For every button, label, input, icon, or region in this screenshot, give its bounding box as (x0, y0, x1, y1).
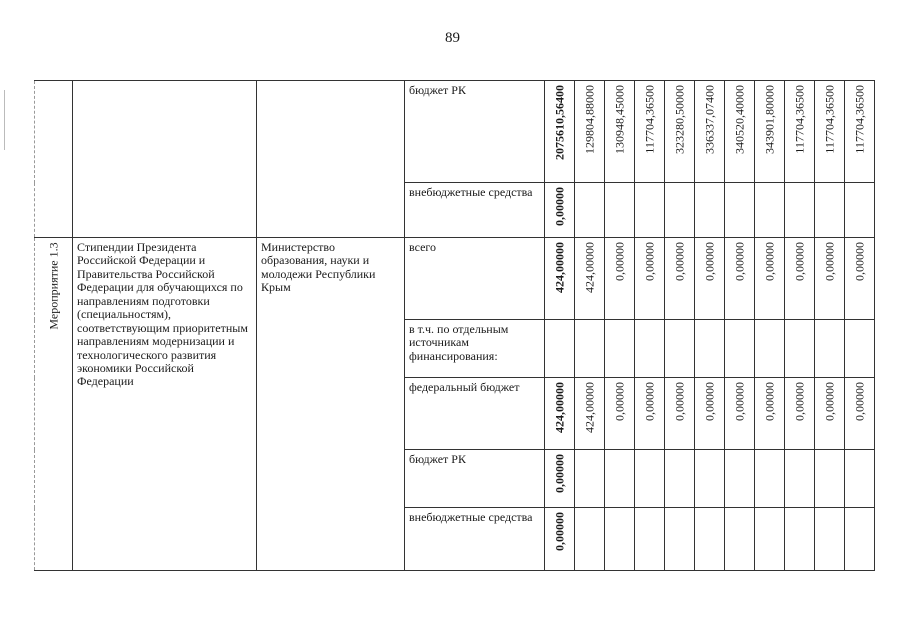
value-cell (635, 81, 665, 183)
value-cell (575, 320, 605, 378)
source-cell (405, 450, 545, 508)
source-cell (405, 238, 545, 320)
value-text: 0,00000 (731, 242, 746, 281)
value-cell (755, 378, 785, 450)
source-cell (405, 508, 545, 571)
value-text: 0,00000 (701, 242, 716, 281)
source-cell (405, 378, 545, 450)
source-label: в т.ч. по отдельным источникам финансирования: (409, 322, 509, 363)
value-text: 0,00000 (821, 242, 836, 281)
value-cell (845, 238, 875, 320)
value-cell (785, 450, 815, 508)
value-cell (815, 81, 845, 183)
value-cell (695, 450, 725, 508)
source-label: бюджет РК (409, 83, 466, 97)
value-text: 117704,36500 (791, 85, 806, 154)
value-cell (665, 378, 695, 450)
value-text: 323280,50000 (671, 85, 686, 154)
value-cell (725, 238, 755, 320)
measure-name-cell-prev (73, 81, 257, 238)
total-cell (545, 450, 575, 508)
value-cell (695, 183, 725, 238)
total-value: 424,00000 (551, 382, 566, 433)
executor-name: Министерство образования, науки и молодежи Республики Крым (261, 240, 376, 295)
total-value: 0,00000 (551, 454, 566, 493)
value-text: 424,00000 (581, 382, 596, 433)
value-text: 0,00000 (671, 382, 686, 421)
value-cell (725, 450, 755, 508)
table-row (35, 238, 875, 320)
value-cell (695, 378, 725, 450)
measure-code-cell-prev (35, 81, 73, 238)
value-text: 0,00000 (641, 242, 656, 281)
value-cell (635, 320, 665, 378)
source-label: внебюджетные средства (409, 185, 533, 199)
value-cell (635, 183, 665, 238)
value-cell (845, 81, 875, 183)
value-text: 340520,40000 (731, 85, 746, 154)
value-cell (815, 238, 845, 320)
value-text: 117704,36500 (641, 85, 656, 154)
value-cell (695, 320, 725, 378)
value-cell (755, 320, 785, 378)
value-cell (665, 320, 695, 378)
value-text: 0,00000 (731, 382, 746, 421)
source-label: всего (409, 240, 437, 254)
total-cell (545, 183, 575, 238)
value-text: 0,00000 (821, 382, 836, 421)
value-cell (755, 183, 785, 238)
value-text: 0,00000 (761, 242, 776, 281)
value-cell (605, 238, 635, 320)
value-cell (695, 81, 725, 183)
value-cell (755, 81, 785, 183)
value-cell (845, 450, 875, 508)
measure-name: Стипендии Президента Российской Федерации и Правительства Российской Федерации для обучающихся по направлениям подготовки (специальностям), соответствующим приоритетным направлениям модернизации и технологического развития экономики Российской Федерации (77, 240, 248, 389)
value-text: 0,00000 (761, 382, 776, 421)
value-cell (665, 450, 695, 508)
total-value: 0,00000 (551, 187, 566, 226)
value-cell (725, 378, 755, 450)
financing-table (34, 80, 875, 571)
value-cell (755, 450, 785, 508)
value-text: 424,00000 (581, 242, 596, 293)
value-cell (815, 183, 845, 238)
value-cell (575, 508, 605, 571)
value-cell (695, 508, 725, 571)
value-cell (785, 81, 815, 183)
value-cell (605, 508, 635, 571)
value-text: 0,00000 (671, 242, 686, 281)
value-cell (635, 450, 665, 508)
value-cell (785, 320, 815, 378)
value-text: 0,00000 (791, 242, 806, 281)
scan-mark (4, 90, 5, 150)
table-row (35, 81, 875, 183)
value-cell (575, 378, 605, 450)
source-cell (405, 320, 545, 378)
value-cell (725, 508, 755, 571)
value-cell (845, 183, 875, 238)
value-cell (605, 183, 635, 238)
source-label: бюджет РК (409, 452, 466, 466)
value-cell (815, 378, 845, 450)
value-text: 0,00000 (851, 382, 866, 421)
value-text: 336337,07400 (701, 85, 716, 154)
total-value: 0,00000 (551, 512, 566, 551)
source-cell (405, 81, 545, 183)
value-cell (815, 450, 845, 508)
source-label: федеральный бюджет (409, 380, 520, 394)
value-text: 130948,45000 (611, 85, 626, 154)
executor-cell (257, 238, 405, 571)
total-value: 424,00000 (551, 242, 566, 293)
value-cell (845, 508, 875, 571)
value-cell (695, 238, 725, 320)
value-cell (785, 508, 815, 571)
value-text: 0,00000 (791, 382, 806, 421)
total-cell (545, 238, 575, 320)
value-cell (665, 238, 695, 320)
total-cell (545, 508, 575, 571)
value-cell (815, 320, 845, 378)
value-cell (665, 508, 695, 571)
total-cell (545, 81, 575, 183)
measure-name-cell (73, 238, 257, 571)
measure-code-cell (35, 238, 73, 571)
value-text: 0,00000 (611, 382, 626, 421)
source-label: внебюджетные средства (409, 510, 533, 524)
total-cell (545, 320, 575, 378)
value-cell (665, 183, 695, 238)
value-cell (845, 320, 875, 378)
value-text: 0,00000 (641, 382, 656, 421)
value-cell (725, 183, 755, 238)
value-cell (605, 450, 635, 508)
value-cell (725, 320, 755, 378)
value-text: 117704,36500 (851, 85, 866, 154)
value-cell (815, 508, 845, 571)
page-number: 89 (445, 30, 460, 46)
measure-code: Мероприятие 1.3 (45, 242, 60, 330)
value-cell (575, 450, 605, 508)
value-cell (605, 320, 635, 378)
value-cell (605, 81, 635, 183)
value-cell (575, 238, 605, 320)
value-text: 0,00000 (701, 382, 716, 421)
value-cell (785, 238, 815, 320)
total-cell (545, 378, 575, 450)
value-cell (605, 378, 635, 450)
value-cell (575, 183, 605, 238)
value-text: 117704,36500 (821, 85, 836, 154)
value-cell (725, 81, 755, 183)
value-cell (575, 81, 605, 183)
executor-cell-prev (257, 81, 405, 238)
value-cell (635, 508, 665, 571)
value-cell (785, 378, 815, 450)
source-cell (405, 183, 545, 238)
value-text: 129804,88000 (581, 85, 596, 154)
value-cell (635, 238, 665, 320)
value-cell (665, 81, 695, 183)
value-cell (845, 378, 875, 450)
value-text: 343901,80000 (761, 85, 776, 154)
value-text: 0,00000 (611, 242, 626, 281)
total-value: 2075610,56400 (551, 85, 566, 160)
value-text: 0,00000 (851, 242, 866, 281)
value-cell (785, 183, 815, 238)
value-cell (755, 238, 785, 320)
value-cell (755, 508, 785, 571)
value-cell (635, 378, 665, 450)
